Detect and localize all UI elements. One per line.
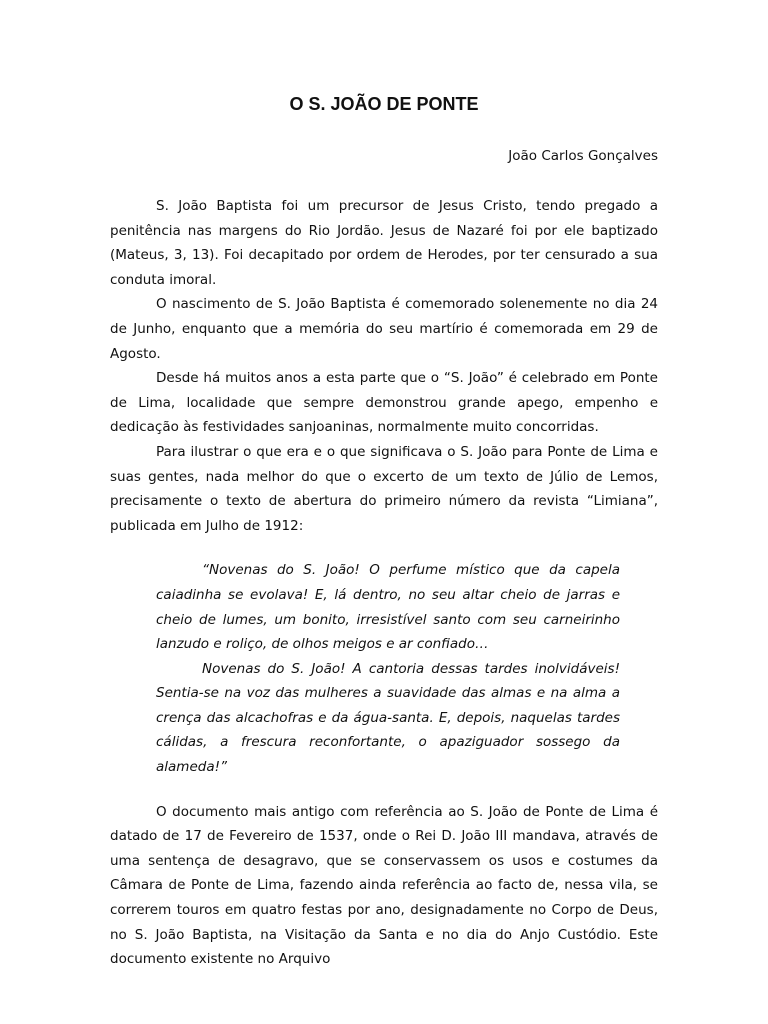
paragraph: Desde há muitos anos a esta parte que o “S. João” é celebrado em Ponte de Lima, localidade que sempre demonstrou grande apego, empenho e dedicação às festividades sanjoaninas, normalmente muito concorridas.: [110, 370, 658, 436]
document-page: [110, 88, 658, 972]
document-title: O S. JOÃO DE PONTE: [289, 94, 479, 114]
body-text-continued: [110, 800, 658, 972]
paragraph: O documento mais antigo com referência ao S. João de Ponte de Lima é datado de 17 de Fevereiro de 1537, onde o Rei D. João III mandava, através de uma sentença de desagravo, que se conservassem os usos e costumes da Câmara de Ponte de Lima, fazendo ainda referência ao facto de, nessa vila, se correrem touros em quatro festas por ano, designadamente no Corpo de Deus, no S. João Baptista, na Visitação da Santa e no dia do Anjo Custódio. Este documento existente no Arquivo: [110, 803, 658, 968]
paragraph: Para ilustrar o que era e o que significava o S. João para Ponte de Lima e suas gentes, nada melhor do que o excerto de um texto de Júlio de Lemos, precisamente o texto de abertura do primeiro número da revista “Limiana”, publicada em Julho de 1912:: [110, 443, 658, 534]
paragraph: O nascimento de S. João Baptista é comemorado solenemente no dia 24 de Junho, enquanto que a memória do seu martírio é comemorada em 29 de Agosto.: [110, 296, 658, 362]
author-name: João Carlos Gonçalves: [508, 148, 658, 164]
quote-paragraph: Novenas do S. João! A cantoria dessas tardes inolvidáveis! Sentia-se na voz das mulheres a suavidade das almas e na alma a crença das alcachofras e da água-santa. E, depois, naquelas tardes cálidas, a frescura reconfortante, o apaziguador sossego da alameda!”: [156, 660, 620, 776]
paragraph: S. João Baptista foi um precursor de Jesus Cristo, tendo pregado a penitência nas margens do Rio Jordão. Jesus de Nazaré foi por ele baptizado (Mateus, 3, 13). Foi decapitado por ordem de Herodes, por ter censurado a sua conduta imoral.: [110, 198, 658, 288]
body-text: [110, 194, 658, 538]
block-quote: [156, 558, 620, 779]
quote-paragraph: “Novenas do S. João! O perfume místico que da capela caiadinha se evolava! E, lá dentro, no seu altar cheio de jarras e cheio de lumes, um bonito, irresistível santo com seu carneirinho lanzudo e roliço, de olhos meigos e ar confiado…: [156, 562, 620, 653]
